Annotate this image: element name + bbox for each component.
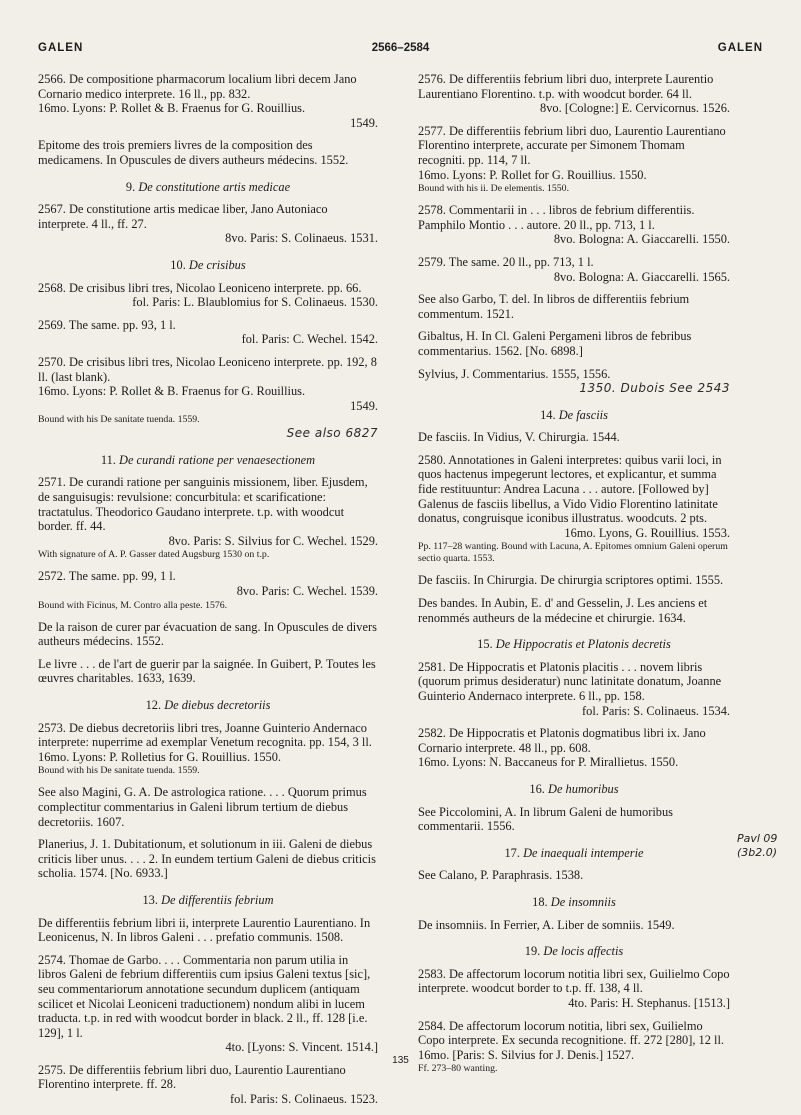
section-title: De constitutione artis medicae xyxy=(138,179,291,194)
entry-imprint: 8vo. Paris: S. Colinaeus. 1531. xyxy=(225,231,378,246)
section-heading xyxy=(38,258,378,273)
catalogue-entry xyxy=(38,355,378,441)
catalogue-entry xyxy=(418,329,730,358)
section-number: 9. xyxy=(125,179,136,194)
entry-imprint: 8vo. Paris: S. Silvius for C. Wechel. 1529. xyxy=(168,533,378,548)
section-heading xyxy=(418,944,730,959)
entry-imprint: fol. Paris: S. Colinaeus. 1523. xyxy=(230,1092,378,1107)
catalogue-entry xyxy=(418,918,730,933)
entry-text: 16mo. Lyons: P. Rolletius for G. Rouillius. 1550. xyxy=(38,749,282,764)
margin-note-line: Pavl 09 xyxy=(737,832,778,845)
catalogue-entry xyxy=(418,726,730,770)
catalogue-entry xyxy=(38,837,378,881)
entry-note: Bound with his De sanitate tuenda. 1559. xyxy=(38,765,200,777)
entry-text: Des bandes. In Aubin, E. d' and Gesselin, J. Les anciens et renommés autheurs de la médecine et chirurgie. 1634. xyxy=(418,596,708,625)
catalogue-entry xyxy=(38,72,378,130)
entry-imprint: 8vo. Bologna: A. Giaccarelli. 1565. xyxy=(553,269,730,284)
entry-text: 16mo. Lyons: P. Rollet & B. Fraenus for G. Rouillius. xyxy=(38,101,306,116)
catalogue-entry xyxy=(418,430,730,445)
section-title: De humoribus xyxy=(548,781,619,796)
section-title: De differentiis febrium xyxy=(161,892,274,907)
entry-text: De insomniis. In Ferrier, A. Liber de somniis. 1549. xyxy=(418,917,675,932)
section-number: 12. xyxy=(145,698,162,712)
entry-text: Epitome des trois premiers livres de la composition des medicamens. In Opuscules de divers autheurs médecins. 1552. xyxy=(38,138,349,167)
catalogue-entry xyxy=(418,967,730,1011)
section-title: De diebus decretoriis xyxy=(164,698,271,712)
entry-text: 2582. De Hippocratis et Platonis dogmatibus libri ix. Jano Cornario interprete. 48 ll., pp. 608. xyxy=(418,726,706,755)
section-number: 11. xyxy=(100,452,116,467)
entry-text: 2573. De diebus decretoriis libri tres, Joanne Guinterio Andernaco interprete: nuperrime ad exemplar Venetum recognita. pp. 154, 3 ll. xyxy=(38,720,372,750)
catalogue-entry xyxy=(38,569,378,611)
section-heading xyxy=(38,893,378,908)
entry-text: 16mo. Lyons: P. Rollet for G. Rouillius. 1550. xyxy=(418,167,647,182)
right-column xyxy=(418,72,730,1083)
entry-text: 2574. Thomae de Garbo. . . . Commentaria non parum utilia in libros Galeni de febrium differentiis cum ipsius Galeni textus [sic], seu commentariorum annotatione secundum duplicem (antiquam scilicet et Nicolai Leoniceni traductionem) nondum alibi in lucem traducta. t.p. in red with woodcut border in black. 2 ll., ff. 128 [i.e. 129], 1 l. xyxy=(38,952,371,1040)
page-number: 135 xyxy=(392,1055,409,1066)
section-title: De insomniis xyxy=(550,894,616,909)
entry-text: 2584. De affectorum locorum notitia, libri sex, Guilielmo Copo interprete. Ex secunda recognitione. ff. 272 [280], 12 ll. 16mo. [Paris: S. Silvius for J. Denis.] 1527. xyxy=(418,1018,725,1062)
section-heading xyxy=(418,846,730,861)
entry-text: 2566. De compositione pharmacorum localium libri decem Jano Cornario medico interprete. 16 ll., pp. 832. xyxy=(38,72,357,101)
entry-note: Bound with his De sanitate tuenda. 1559. xyxy=(38,414,200,426)
entry-text: Gibaltus, H. In Cl. Galeni Pergameni libros de febribus commentarius. 1562. [No. 6898.] xyxy=(418,329,692,358)
catalogue-entry xyxy=(38,1063,378,1107)
entry-text: De la raison de curer par évacuation de sang. In Opuscules de divers autheurs médecins. 1552. xyxy=(38,619,377,649)
left-column xyxy=(38,72,378,1115)
handwritten-annotation: See also 6827 xyxy=(286,426,378,441)
catalogue-entry xyxy=(418,453,730,566)
catalogue-entry xyxy=(418,292,730,321)
catalogue-entry xyxy=(418,203,730,247)
entry-text: 2567. De constitutione artis medicae liber, Jano Autoniaco interprete. 4 ll., ff. 27. xyxy=(38,202,328,231)
section-number: 18. xyxy=(532,894,548,909)
entry-text: 2570. De crisibus libri tres, Nicolao Leoniceno interprete. pp. 192, 8 ll. (last blank). xyxy=(38,354,377,384)
section-title: De Hippocratis et Platonis decretis xyxy=(495,637,671,652)
entry-text: Planerius, J. 1. Dubitationum, et solutionum in iii. Galeni de diebus criticis liber unus. . . . 2. In eundem tertium Galeni de diebus criticis scholia. 1574. [No. 6933.] xyxy=(38,837,376,881)
entry-text: 2569. The same. pp. 93, 1 l. xyxy=(38,317,176,332)
entry-text: De differentiis febrium libri ii, interprete Laurentio Laurentiano. In Leonicenus, N. In libros Galeni . . . prefatio communis. 1508. xyxy=(38,915,371,945)
header-center: 2566–2584 xyxy=(371,42,430,54)
handwritten-annotation: 1350. Dubois See 2543 xyxy=(579,381,730,396)
section-heading xyxy=(418,782,730,797)
section-number: 14. xyxy=(540,407,556,422)
entry-text: 2577. De differentiis febrium libri duo, Laurentio Laurentiano Florentino interprete, accurate per Simonem Thomam recogniti. pp. 114, 7 ll. xyxy=(418,123,726,167)
running-header xyxy=(38,42,763,62)
section-heading xyxy=(418,408,730,423)
catalogue-entry xyxy=(418,1019,730,1076)
section-heading xyxy=(38,698,378,713)
section-title: De inaequali intemperie xyxy=(523,845,644,860)
catalogue-entry xyxy=(38,138,378,167)
section-title: De curandi ratione per venaesectionem xyxy=(119,452,316,467)
entry-text: De fasciis. In Vidius, V. Chirurgia. 1544. xyxy=(418,430,620,445)
entry-imprint: 4to. [Lyons: S. Vincent. 1514.] xyxy=(225,1040,378,1055)
catalogue-entry xyxy=(418,124,730,195)
section-title: De locis affectis xyxy=(543,944,624,959)
catalogue-entry xyxy=(418,367,730,396)
entry-text: Le livre . . . de l'art de guerir par la saignée. In Guibert, P. Toutes les œuvres charitables. 1633, 1639. xyxy=(38,656,376,686)
section-number: 19. xyxy=(524,944,541,959)
entry-text: De fasciis. In Chirurgia. De chirurgia scriptores optimi. 1555. xyxy=(418,573,724,588)
entry-imprint: 8vo. Bologna: A. Giaccarelli. 1550. xyxy=(553,232,730,247)
entry-text: See also Garbo, T. del. In libros de differentiis febrium commentum. 1521. xyxy=(418,292,690,321)
catalogue-entry xyxy=(38,281,378,310)
entry-text: Sylvius, J. Commentarius. 1555, 1556. xyxy=(418,366,611,381)
section-heading xyxy=(38,453,378,468)
entry-text: 16mo. Lyons: N. Baccaneus for P. Mirallietus. 1550. xyxy=(418,755,679,770)
entry-imprint: fol. Paris: L. Blaublomius for S. Colinaeus. 1530. xyxy=(132,295,378,310)
section-heading xyxy=(38,180,378,195)
catalogue-entry xyxy=(418,255,730,284)
section-heading xyxy=(418,637,730,652)
entry-imprint: 8vo. [Cologne:] E. Cervicornus. 1526. xyxy=(540,101,730,116)
entry-imprint: 8vo. Paris: C. Wechel. 1539. xyxy=(236,584,378,599)
entry-note: With signature of A. P. Gasser dated Augsburg 1530 on t.p. xyxy=(38,549,270,561)
catalogue-entry xyxy=(38,318,378,347)
entry-note: Pp. 117–28 wanting. Bound with Lacuna, A. Epitomes omnium Galeni operum sectio quarta. 1553. xyxy=(418,541,728,565)
entry-text: 2579. The same. 20 ll., pp. 713, 1 l. xyxy=(418,254,594,269)
section-title: De fasciis xyxy=(558,407,608,422)
catalogue-entry xyxy=(38,657,378,686)
entry-text: 2572. The same. pp. 99, 1 l. xyxy=(38,569,176,584)
section-title: De crisibus xyxy=(188,257,246,272)
entry-text: 2580. Annotationes in Galeni interpretes: quibus varii loci, in quos hactenus impegerunt lectores, et explicantur, et summa fide restituuntur: Andrea Lacuna . . . autore. [Followed by] Galenus de fasciis libellus, a Vido Vidio Florentino latinitate donatus, congruisque iconibus illustratus. woodcuts. 2 pts. xyxy=(418,452,722,526)
catalogue-entry xyxy=(38,785,378,829)
header-left: GALEN xyxy=(38,42,84,54)
entry-text: See Calano, P. Paraphrasis. 1538. xyxy=(418,868,584,883)
entry-imprint: 1549. xyxy=(350,115,378,130)
entry-note: Bound with Ficinus, M. Contro alla peste. 1576. xyxy=(38,599,228,611)
section-number: 10. xyxy=(170,257,186,272)
margin-handwritten-note xyxy=(737,832,777,860)
section-number: 13. xyxy=(142,892,158,907)
entry-text: 2568. De crisibus libri tres, Nicolao Leoniceno interprete. pp. 66. xyxy=(38,280,362,295)
catalogue-entry xyxy=(418,72,730,116)
catalogue-entry xyxy=(418,805,730,834)
entry-text: 16mo. Lyons: P. Rollet & B. Fraenus for G. Rouillius. xyxy=(38,384,306,399)
catalogue-entry xyxy=(418,868,730,883)
catalogue-entry xyxy=(38,620,378,649)
catalogue-entry xyxy=(38,202,378,246)
section-heading xyxy=(418,895,730,910)
section-number: 17. xyxy=(504,845,520,860)
catalogue-entry xyxy=(38,721,378,778)
catalogue-entry xyxy=(38,916,378,945)
catalogue-entry xyxy=(38,475,378,561)
entry-imprint: 1549. xyxy=(350,398,378,413)
entry-note: Ff. 273–80 wanting. xyxy=(418,1063,498,1075)
margin-note-line: (3b2.0) xyxy=(737,846,778,859)
catalogue-entry xyxy=(418,573,730,588)
entry-imprint: 16mo. Lyons, G. Rouillius. 1553. xyxy=(564,525,730,540)
entry-text: 2583. De affectorum locorum notitia libri sex, Guilielmo Copo interprete. woodcut border to t.p. ff. 138, 4 ll. xyxy=(418,966,730,996)
entry-note: Bound with his ii. De elementis. 1550. xyxy=(418,183,570,195)
entry-text: 2576. De differentiis febrium libri duo, interprete Laurentio Laurentiano Florentino. t.p. with woodcut border. 64 ll. xyxy=(418,72,714,101)
catalogue-entry xyxy=(38,953,378,1055)
entry-text: See Piccolomini, A. In librum Galeni de humoribus commentarii. 1556. xyxy=(418,804,674,834)
header-right: GALEN xyxy=(717,42,763,54)
entry-imprint: fol. Paris: C. Wechel. 1542. xyxy=(241,332,378,347)
entry-imprint: 4to. Paris: H. Stephanus. [1513.] xyxy=(568,995,730,1010)
catalogue-entry xyxy=(418,596,730,625)
entry-text: 2571. De curandi ratione per sanguinis missionem, liber. Ejusdem, de sanguisugis: revulsione: concurbitula: et scarificatione: tractatulus. Theodorico Gaudano interprete. t.p. with woodcut border. ff. 44. xyxy=(38,475,368,534)
entry-text: 2575. De differentiis febrium libri duo, Laurentio Laurentiano Florentino interprete. ff. 28. xyxy=(38,1062,346,1092)
entry-text: See also Magini, G. A. De astrologica ratione. . . . Quorum primus complectitur commentarius in Galeni librum tertium de diebus decretoriis. 1607. xyxy=(38,785,367,829)
section-number: 15. xyxy=(477,637,493,652)
entry-text: 2578. Commentarii in . . . libros de febrium differentiis. Pamphilo Montio . . . autore. 20 ll., pp. 713, 1 l. xyxy=(418,203,695,232)
entry-text: 2581. De Hippocratis et Platonis placitis . . . novem libris (quorum primus desideratur) nunc latinitate donatum, Joanne Guinterio Andernaco interprete. 6 ll., pp. 158. xyxy=(418,659,722,703)
section-number: 16. xyxy=(529,781,545,796)
entry-imprint: fol. Paris: S. Colinaeus. 1534. xyxy=(582,703,730,718)
catalogue-entry xyxy=(418,660,730,718)
